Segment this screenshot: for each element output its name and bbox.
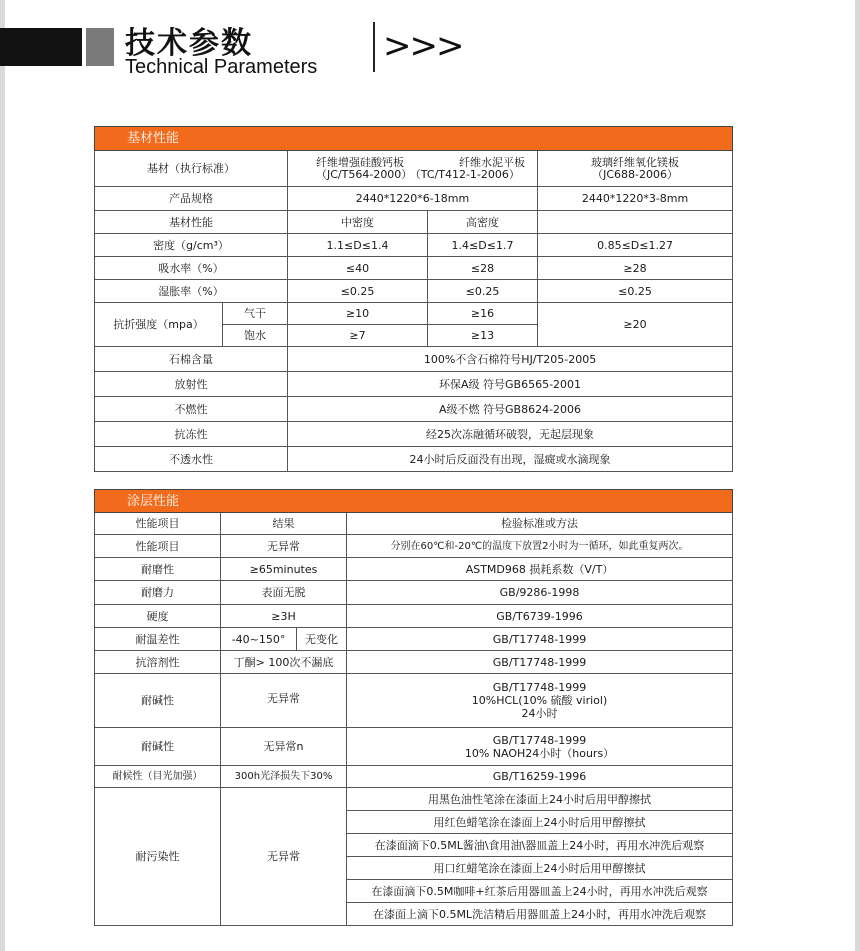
cell: -40~150° — [221, 628, 297, 651]
cell: ≥28 — [538, 257, 733, 280]
cell: 无异常 — [221, 535, 347, 558]
cell: 无变化 — [297, 628, 347, 651]
table-row — [95, 303, 733, 325]
cell: 分别在60℃和-20℃的温度下放置2小时为一循环，如此重复两次。 — [347, 535, 733, 558]
table-row — [95, 628, 733, 651]
cell-text: GB/T17748-1999 — [492, 681, 587, 694]
row-label: 产品规格 — [95, 187, 288, 211]
table-row — [95, 151, 733, 187]
cell: 在漆面滴下0.5ML酱油\食用油\器皿盖上24小时，再用水冲洗后观察 — [347, 834, 733, 857]
cell: 高密度 — [428, 211, 538, 234]
table-row — [95, 447, 733, 472]
table-row — [95, 280, 733, 303]
table-row — [95, 558, 733, 581]
cell-text: （JC/T564-2000） — [316, 167, 413, 181]
row-label: 耐碱性 — [95, 674, 221, 728]
cell: ≥16 — [428, 303, 538, 325]
row-sublabel: 气干 — [223, 303, 288, 325]
cell-text: 10%HCL(10% 硫酸 viriol) — [471, 694, 608, 707]
cell: ≤28 — [428, 257, 538, 280]
row-label: 耐磨力 — [95, 581, 221, 605]
cell: ≤0.25 — [538, 280, 733, 303]
cell: GB/T17748-1999 — [347, 628, 733, 651]
cell: 无异常n — [221, 728, 347, 766]
table-row — [95, 788, 733, 811]
row-label: 耐温差性 — [95, 628, 221, 651]
row-label: 吸水率（%） — [95, 257, 288, 280]
cell-text: 10% NAOH24小时（hours） — [464, 746, 615, 760]
table-row — [95, 535, 733, 558]
cell-text: GB/T17748-1999 — [492, 733, 587, 747]
cell: ≥7 — [288, 325, 428, 347]
cell: 用口红蜡笔涂在漆面上24小时后用甲醇擦拭 — [347, 857, 733, 880]
header-black-block — [0, 28, 82, 66]
cell-text: 纤维水泥平板 — [459, 155, 525, 169]
row-label: 耐碱性 — [95, 728, 221, 766]
table-row — [95, 372, 733, 397]
cell: ≤0.25 — [288, 280, 428, 303]
row-label: 硬度 — [95, 605, 221, 628]
table-row — [95, 234, 733, 257]
cell: 环保A级 符号GB6565-2001 — [288, 372, 733, 397]
cell: 用黑色油性笔涂在漆面上24小时后用甲醇擦拭 — [347, 788, 733, 811]
row-label: 抗溶剂性 — [95, 651, 221, 674]
page-title: 技术参数 — [125, 26, 253, 61]
table-row — [95, 397, 733, 422]
cell: GB/9286-1998 — [347, 581, 733, 605]
cell: 100%不含石棉符号HJ/T205-2005 — [288, 347, 733, 372]
cell: ≥10 — [288, 303, 428, 325]
cell-text: 24小时 — [521, 707, 558, 720]
row-label: 耐污染性 — [95, 788, 221, 926]
cell: ASTMD968 损耗系数（V/T） — [347, 558, 733, 581]
chevron-right-icon: >>> — [383, 26, 463, 66]
cell: 中密度 — [288, 211, 428, 234]
cell: 经25次冻融循环破裂，无起层现象 — [288, 422, 733, 447]
row-label: 不燃性 — [95, 397, 288, 422]
substrate-table — [94, 126, 733, 472]
cell: GB/T17748-1999 — [347, 651, 733, 674]
table-row — [95, 257, 733, 280]
cell: A级不燃 符号GB8624-2006 — [288, 397, 733, 422]
row-label: 石棉含量 — [95, 347, 288, 372]
cell: 300h光泽损失下30% — [221, 766, 347, 788]
cell: 用红色蜡笔涂在漆面上24小时后用甲醇擦拭 — [347, 811, 733, 834]
table-row — [95, 674, 733, 728]
header-divider — [373, 22, 375, 72]
table-row — [95, 581, 733, 605]
cell — [538, 211, 733, 234]
cell: ≤40 — [288, 257, 428, 280]
section-title: 涂层性能 — [95, 490, 733, 513]
cell — [347, 728, 733, 766]
cell: ≥3H — [221, 605, 347, 628]
column-header: 结果 — [221, 513, 347, 535]
table-row — [95, 422, 733, 447]
cell: 表面无脱 — [221, 581, 347, 605]
row-label: 基材（执行标准） — [95, 151, 288, 187]
row-label: 抗折强度（mpa） — [95, 303, 223, 347]
table-row — [95, 513, 733, 535]
cell: 0.85≤D≤1.27 — [538, 234, 733, 257]
section-title: 基材性能 — [95, 127, 733, 151]
cell: 无异常 — [221, 788, 347, 926]
table-row — [95, 651, 733, 674]
cell: 无异常 — [221, 674, 347, 728]
row-label: 放射性 — [95, 372, 288, 397]
row-label: 耐磨性 — [95, 558, 221, 581]
cell: 1.1≤D≤1.4 — [288, 234, 428, 257]
column-header: 检验标准或方法 — [347, 513, 733, 535]
left-frame — [0, 0, 5, 951]
row-sublabel: 饱水 — [223, 325, 288, 347]
cell: GB/T6739-1996 — [347, 605, 733, 628]
cell — [538, 151, 733, 187]
row-label: 耐候性（目光加强） — [95, 766, 221, 788]
row-label: 基材性能 — [95, 211, 288, 234]
table-row — [95, 728, 733, 766]
cell: 在漆面上滴下0.5ML洗洁精后用器皿盖上24小时，再用水冲洗后观察 — [347, 903, 733, 926]
column-header: 性能项目 — [95, 513, 221, 535]
row-label: 不透水性 — [95, 447, 288, 472]
cell: 1.4≤D≤1.7 — [428, 234, 538, 257]
cell: 丁酮> 100次不漏底 — [221, 651, 347, 674]
cell: ≥13 — [428, 325, 538, 347]
page-subtitle: Technical Parameters — [125, 56, 318, 78]
cell: ≥20 — [538, 303, 733, 347]
row-label: 密度（g/cm³） — [95, 234, 288, 257]
table-row — [95, 766, 733, 788]
header-grey-block — [86, 28, 114, 66]
table-row — [95, 347, 733, 372]
row-label: 抗冻性 — [95, 422, 288, 447]
row-label: 性能项目 — [95, 535, 221, 558]
cell: 在漆面滴下0.5M咖啡+红茶后用器皿盖上24小时，再用水冲洗后观察 — [347, 880, 733, 903]
cell-text: 纤维增强硅酸钙板 — [316, 155, 404, 169]
cell: 2440*1220*3-8mm — [538, 187, 733, 211]
table-row — [95, 605, 733, 628]
coating-table — [94, 489, 733, 926]
table-row — [95, 187, 733, 211]
cell: ≥65minutes — [221, 558, 347, 581]
cell — [347, 674, 733, 728]
row-label: 湿胀率（%） — [95, 280, 288, 303]
cell-text: （TC/T412-1-2006） — [409, 167, 520, 181]
right-frame — [855, 0, 860, 951]
cell-text: （JC688-2006） — [592, 167, 678, 181]
cell-text: 玻璃纤维氧化镁板 — [591, 155, 680, 169]
cell: ≤0.25 — [428, 280, 538, 303]
cell: 24小时后反面没有出现，湿癍或水滴现象 — [288, 447, 733, 472]
cell: 2440*1220*6-18mm — [288, 187, 538, 211]
cell: GB/T16259-1996 — [347, 766, 733, 788]
table-row — [95, 127, 733, 151]
table-row — [95, 490, 733, 513]
cell — [288, 151, 538, 187]
table-row — [95, 211, 733, 234]
